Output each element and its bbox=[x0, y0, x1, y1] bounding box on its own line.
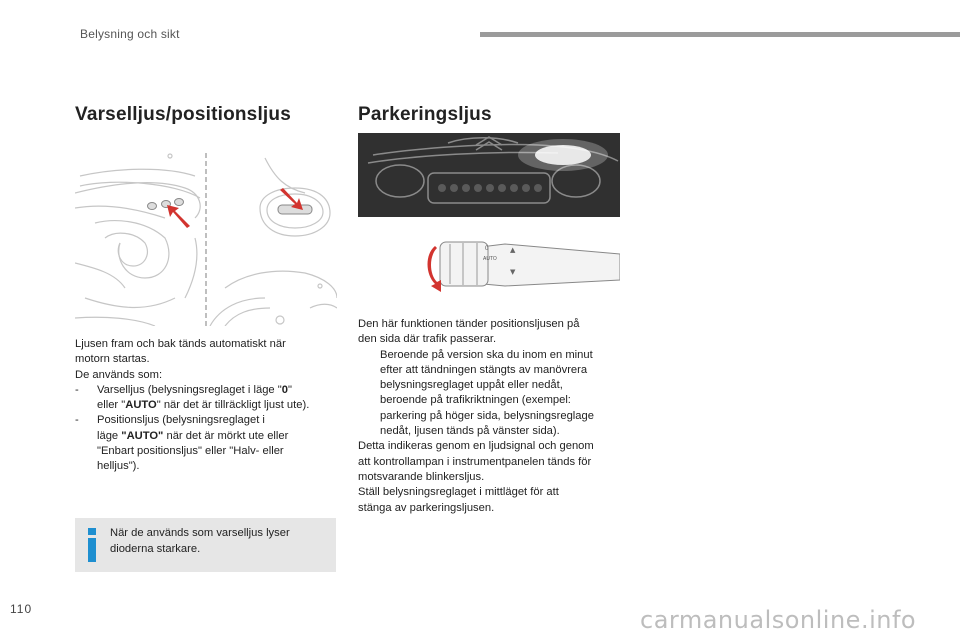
right-line-1: Den här funktionen tänder positionsljusen på bbox=[358, 318, 580, 330]
right-line-2: den sida där trafik passerar. bbox=[358, 333, 497, 346]
svg-text:▼: ▼ bbox=[510, 268, 516, 276]
bullet-item: Beroende på version ska du inom en minut efter att tändningen stängts av manövrera belysningsreglaget uppåt eller nedåt, beroende på trafikriktningen (exempel: parkering på höger sida, belysningsreglage nedåt, ljusen tänds på vänster sida). bbox=[380, 348, 594, 438]
intro-line-2: motorn startas. bbox=[75, 353, 150, 366]
list-item-daytime: - Varselljus (belysningsreglaget i läge "0" eller "AUTO" när det är tillräckligt ljust ute). bbox=[75, 383, 310, 412]
stalk-zero-label: 0 bbox=[485, 246, 489, 252]
parking-lights-photo bbox=[358, 133, 620, 217]
list-marker: - bbox=[75, 383, 79, 396]
daytime-lights-illustration bbox=[75, 148, 337, 326]
info-box bbox=[75, 518, 336, 572]
red-arrow-front-icon bbox=[167, 205, 190, 228]
title-parking-lights: Parkeringsljus bbox=[358, 104, 492, 125]
left-body-text bbox=[75, 337, 340, 475]
stalk-auto-label: AUTO bbox=[483, 256, 497, 262]
header-bar bbox=[480, 32, 960, 37]
right-body-text: Den här funktionen tänder positionsljusen på den sida där trafik passerar. Beroende på version ska du inom en minut efter att tändningen stängts av manövrera belysningsreglaget uppåt eller nedåt, beroende på trafikriktningen (exempel: parkering på höger sida, belysningsreglage nedåt, ljusen tänds på vänster sida). Detta indikeras genom en ljudsignal och genom att kontrollampan i instrumentpanelen tänds för motsvarande blinkersljus. Ställ belysningsreglaget i mittläget för att stänga av parkeringsljusen. bbox=[358, 317, 633, 516]
intro-line-1: Ljusen fram och bak tänds automatiskt när bbox=[75, 338, 286, 350]
lighting-stalk-illustration bbox=[425, 232, 620, 294]
title-daytime-lights: Varselljus/positionsljus bbox=[75, 104, 291, 125]
watermark: carmanualsonline.info bbox=[640, 606, 917, 634]
list-marker: - bbox=[75, 414, 79, 427]
svg-text:▲: ▲ bbox=[510, 246, 516, 254]
info-text: När de används som varselljus lyser dioderna starkare. bbox=[110, 527, 290, 555]
intro-line-3: De används som: bbox=[75, 368, 163, 381]
rotate-arrow-icon bbox=[428, 246, 442, 292]
section-header: Belysning och sikt bbox=[80, 27, 180, 41]
list-item-position: - Positionsljus (belysningsreglaget i läge "AUTO" när det är mörkt ute eller "Enbart positionsljus" eller "Halv- eller helljus"). bbox=[75, 414, 289, 473]
info-icon bbox=[87, 528, 97, 562]
page-number: 110 bbox=[10, 602, 33, 616]
